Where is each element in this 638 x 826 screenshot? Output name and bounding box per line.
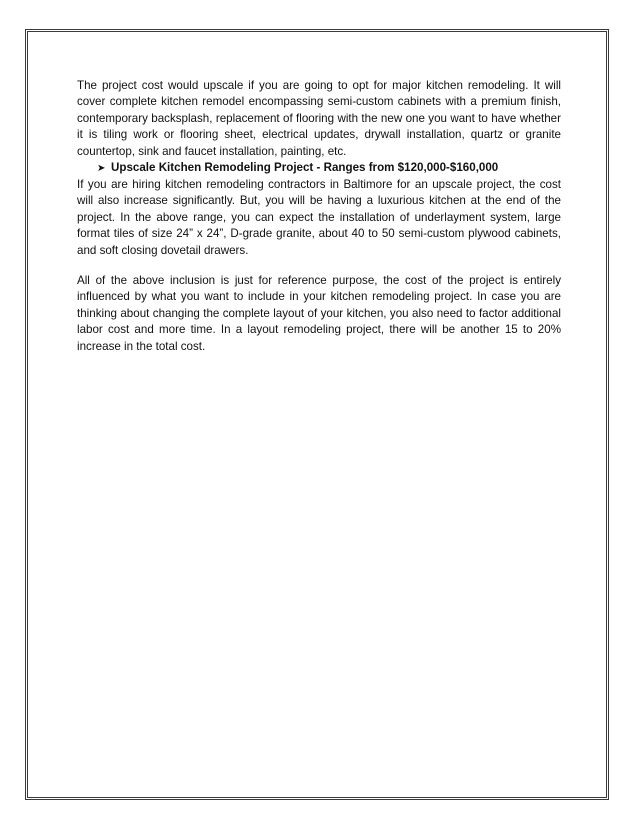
bullet-heading-text: Upscale Kitchen Remodeling Project - Ranges from $120,000-$160,000 — [111, 161, 499, 175]
arrow-bullet-icon: ➤ — [97, 163, 106, 175]
paragraph-gap — [77, 259, 561, 273]
document-content — [77, 78, 561, 355]
paragraph-upscale-cost: The project cost would upscale if you are going to opt for major kitchen remodeling. It will cover complete kitchen remodel encompassing semi-custom cabinets with a premium finish, contemporary backsplash, replacement of flooring with the new one you want to have whether it is tiling work or flooring sheet, electrical updates, drywall installation, quartz or granite countertop, sink and faucet installation, painting, etc. — [77, 79, 561, 158]
bullet-heading-row — [97, 160, 561, 177]
document-page — [25, 29, 609, 800]
paragraph-upscale-details: If you are hiring kitchen remodeling contractors in Baltimore for an upscale project, the cost will also increase significantly. But, you will be having a luxurious kitchen at the end of the project. In the above range, you can expect the installation of underlayment system, large format tiles of size 24” x 24”, D-grade granite, about 40 to 50 semi-custom plywood cabinets, and soft closing dovetail drawers. — [77, 178, 561, 257]
paragraph-reference-note: All of the above inclusion is just for reference purpose, the cost of the project is entirely influenced by what you want to include in your kitchen remodeling project. In case you are thinking about changing the complete layout of your kitchen, you also need to factor additional labor cost and more time. In a layout remodeling project, there will be another 15 to 20% increase in the total cost. — [77, 274, 561, 353]
